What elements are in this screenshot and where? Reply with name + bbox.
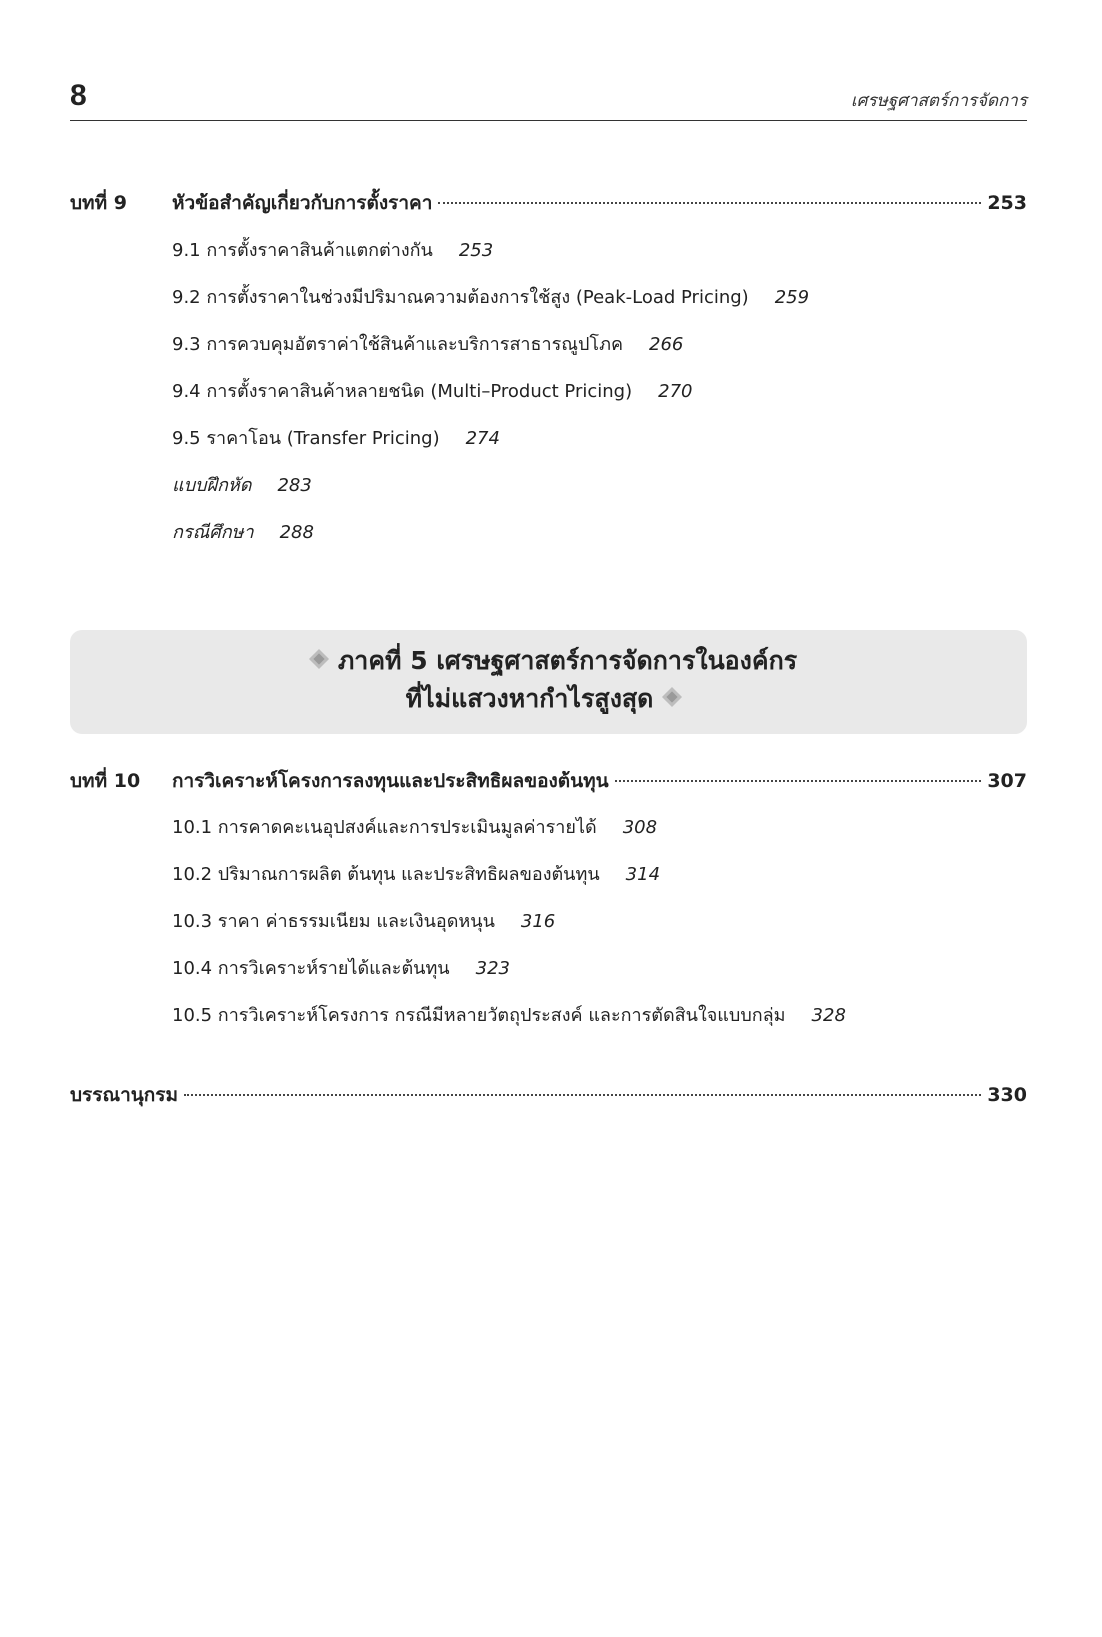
section-page: 266 <box>649 334 684 355</box>
chapter-9-sections <box>172 236 809 565</box>
toc-exercises[interactable] <box>172 471 809 518</box>
chapter-label: บทที่ 9 <box>70 192 127 214</box>
dot-leader <box>184 1094 981 1096</box>
section-title: 10.4 การวิเคราะห์รายได้และต้นทุน <box>172 958 450 979</box>
section-page: 316 <box>520 911 556 932</box>
banner-line-2 <box>70 680 1027 718</box>
diamond-icon <box>309 649 329 669</box>
toc-chapter-9[interactable] <box>70 188 1027 218</box>
section-title: 9.5 ราคาโอน (Transfer Pricing) <box>172 428 440 449</box>
banner-line-1 <box>70 642 1027 680</box>
section-page: 323 <box>475 958 510 979</box>
bibliography-title: บรรณานุกรม <box>70 1084 178 1106</box>
section-page: 308 <box>622 817 658 838</box>
section-page: 328 <box>811 1005 846 1026</box>
section-title: 10.2 ปริมาณการผลิต ต้นทุน และประสิทธิผลของต้นทุน <box>172 864 600 885</box>
section-title: 9.4 การตั้งราคาสินค้าหลายชนิด (Multi–Product Pricing) <box>172 381 633 402</box>
toc-section-9-4[interactable] <box>172 377 809 424</box>
toc-section-10-3[interactable] <box>172 907 846 954</box>
dot-leader <box>615 780 982 782</box>
section-page: 288 <box>279 522 314 543</box>
toc-chapter-10[interactable] <box>70 766 1027 796</box>
diamond-icon <box>663 687 683 707</box>
part-title-line-1: ภาคที่ 5 เศรษฐศาสตร์การจัดการในองค์กร <box>337 646 798 675</box>
dot-leader <box>438 202 981 204</box>
bibliography-page: 330 <box>987 1084 1027 1106</box>
section-page: 283 <box>277 475 312 496</box>
section-page: 314 <box>625 864 661 885</box>
part-5-banner <box>70 630 1027 734</box>
section-title: 9.3 การควบคุมอัตราค่าใช้สินค้าและบริการสาธารณูปโภค <box>172 334 623 355</box>
chapter-page: 307 <box>987 770 1027 792</box>
chapter-page: 253 <box>987 192 1027 214</box>
section-page: 253 <box>458 240 494 261</box>
toc-section-10-2[interactable] <box>172 860 846 907</box>
chapter-title: หัวข้อสำคัญเกี่ยวกับการตั้งราคา <box>172 192 433 214</box>
section-title: 9.1 การตั้งราคาสินค้าแตกต่างกัน <box>172 240 433 261</box>
section-title: กรณีศึกษา <box>172 522 254 543</box>
chapter-title: การวิเคราะห์โครงการลงทุนและประสิทธิผลของต้นทุน <box>172 770 609 792</box>
chapter-10-sections <box>172 813 846 1048</box>
toc-bibliography[interactable] <box>70 1080 1027 1110</box>
toc-section-9-5[interactable] <box>172 424 809 471</box>
page-header <box>70 78 1027 121</box>
toc-section-9-3[interactable] <box>172 330 809 377</box>
toc-section-9-1[interactable] <box>172 236 809 283</box>
section-title: แบบฝึกหัด <box>172 475 252 496</box>
toc-section-10-5[interactable] <box>172 1001 846 1048</box>
toc-section-10-4[interactable] <box>172 954 846 1001</box>
section-title: 10.5 การวิเคราะห์โครงการ กรณีมีหลายวัตถุประสงค์ และการตัดสินใจแบบกลุ่ม <box>172 1005 786 1026</box>
toc-case-study[interactable] <box>172 518 809 565</box>
section-title: 9.2 การตั้งราคาในช่วงมีปริมาณความต้องการใช้สูง (Peak-Load Pricing) <box>172 287 749 308</box>
toc-section-9-2[interactable] <box>172 283 809 330</box>
section-title: 10.3 ราคา ค่าธรรมเนียม และเงินอุดหนุน <box>172 911 495 932</box>
running-title: เศรษฐศาสตร์การจัดการ <box>850 91 1027 111</box>
section-page: 274 <box>465 428 500 449</box>
part-title-line-2: ที่ไม่แสวงหากำไรสูงสุด <box>405 684 654 713</box>
section-title: 10.1 การคาดคะเนอุปสงค์และการประเมินมูลค่ารายได้ <box>172 817 597 838</box>
toc-section-10-1[interactable] <box>172 813 846 860</box>
section-page: 270 <box>658 381 693 402</box>
chapter-label: บทที่ 10 <box>70 770 141 792</box>
page-number: 8 <box>70 79 87 112</box>
section-page: 259 <box>774 287 810 308</box>
